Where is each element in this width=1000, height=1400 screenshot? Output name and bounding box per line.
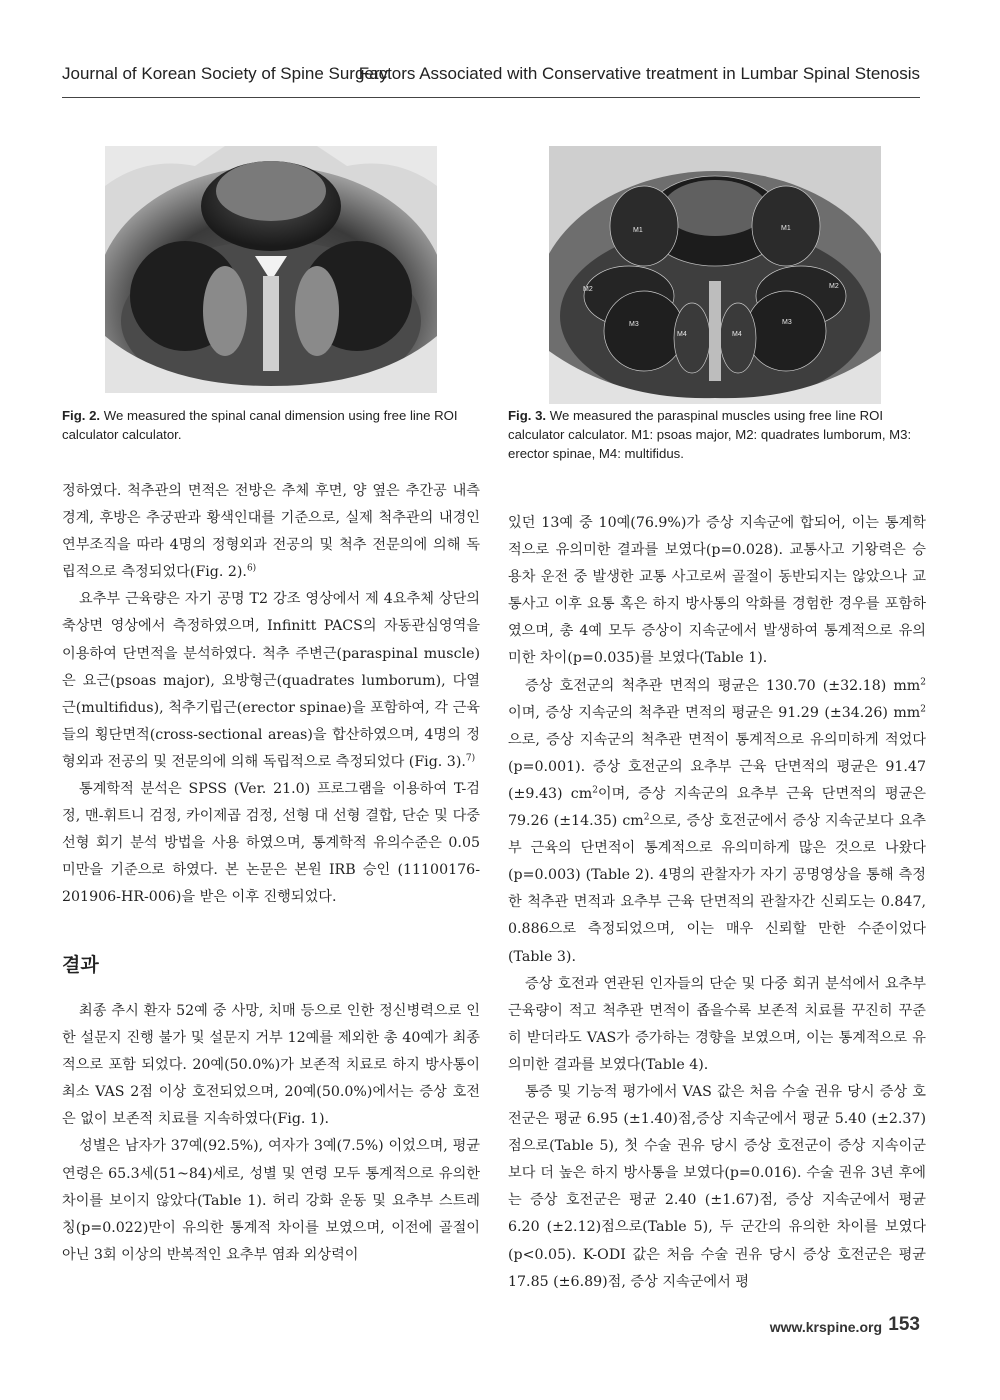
figure-3-caption <box>508 406 926 463</box>
page-number: 153 <box>888 1314 920 1335</box>
label-m2-left: M2 <box>583 286 593 293</box>
right-column-results <box>508 510 926 1296</box>
paragraph: 통계학적 분석은 SPSS (Ver. 21.0) 프로그램을 이용하여 T-검정, 맨-휘트니 검정, 카이제곱 검정, 선형 대 선형 결합, 단순 및 다중 선형 회기 분석 방법을 사용 하였으며, 통계학적 유의수준은 0.05 미만을 기준으로 하였다. 본 논문은 본원 IRB 승인 (11100176-201906-HR-006)을 받은 이후 진행되었다. <box>62 781 480 906</box>
figure-2-caption <box>62 406 480 444</box>
paragraph-text: 으로, 증상 호전군에서 증상 지속군보다 요추부 근육의 단면적이 통계적으로 유의미하게 많은 것으로 나왔다(p=0.003) (Table 2). 4명의 관찰자가 자기 공명영상을 통해 측정한 척추관 면적과 요추부 근육 단면적의 관찰자간 신뢰도는 0.847, 0.886으로 측정되었으며, 이는 매우 신뢰할 만한 수준이었다(Table 3). <box>508 813 927 965</box>
paragraph: 최종 추시 환자 52예 중 사망, 치매 등으로 인한 정신병력으로 인한 설문지 진행 불가 및 설문지 거부 12예를 제외한 총 40예가 최종적으로 포함 되었다. 20예(50.0%)가 보존적 치료로 하지 방사통이 최소 VAS 2점 이상 호전되었으며, 20예(50.0%)에서는 증상 호전은 없이 보존적 치료를 지속하였다(Fig. 1). <box>62 1003 480 1128</box>
superscript-2: 2 <box>920 703 926 714</box>
article-running-title: Factors Associated with Conservative treatment in Lumbar Spinal Stenosis <box>358 64 920 83</box>
paragraph <box>62 478 480 586</box>
label-m1-left: M1 <box>633 227 643 234</box>
superscript-2: 2 <box>643 812 650 823</box>
paragraph-text: 으로, 증상 지속군의 척추관 면적이 통계적으로 유의미하게 적었다(p=0.001). 증상 호전군의 요추부 근육 단면적의 평균은 91.47 (±9.43) cm <box>508 731 926 802</box>
paragraph <box>62 586 480 776</box>
figure-2-image <box>105 146 437 393</box>
paragraph: 증상 호전과 연관된 인자들의 단순 및 다중 회귀 분석에서 요추부 근육량이 적고 척추관 면적이 좁을수록 보존적 치료를 꾸진히 꾸준히 받더라도 VAS가 증가하는 경향을 보였으며, 이는 통계적으로 유의미한 결과를 보였다(Table 4). <box>508 975 926 1073</box>
label-m3-right: M3 <box>782 319 792 326</box>
paragraph-text: 이며, 증상 지속군의 요추부 근육 단면적의 평균은 79.26 (±14.35) cm <box>508 785 926 830</box>
figure-3-mri <box>549 146 881 404</box>
label-m2-right: M2 <box>829 283 839 290</box>
superscript-2: 2 <box>592 785 598 796</box>
paragraph-text: 이며, 증상 지속군의 척추관 면적의 평균은 91.29 (±34.26) mm <box>508 704 921 721</box>
figure-3-label: Fig. 3. <box>508 408 547 423</box>
label-m4-right: M4 <box>732 331 742 338</box>
journal-title: Journal of Korean Society of Spine Surgery <box>62 64 389 83</box>
section-heading-results: 결과 <box>62 954 99 976</box>
label-m1-right: M1 <box>781 225 791 232</box>
figure-2-mri <box>105 146 437 393</box>
figure-2-label: Fig. 2. <box>62 408 101 423</box>
reference-superscript: 6) <box>246 563 257 574</box>
paragraph: 통증 및 기능적 평가에서 VAS 값은 처음 수술 권유 당시 증상 호전군은 평균 6.95 (±1.40)점,증상 지속군에서 평균 5.40 (±2.37)점으로(Table 5), 첫 수술 권유 당시 증상 호전군이 증상 지속이군 보다 더 높은 하지 방사통을 보였다(p=0.016). 수술 권유 3년 후에는 증상 호전군은 평균 2.40 (±1.67)점, 증상 지속군에서 평균 6.20 (±2.12)점으로(Table 5), 두 군간의 유의한 차이를 보였다(p<0.05). K-ODI 값은 처음 수술 권유 당시 증상 호전군은 평균 17.85 (±6.89)점, 증상 지속군에서 평 <box>508 1083 926 1290</box>
figure-3-image <box>549 146 881 404</box>
figure-2-caption-text: We measured the spinal canal dimension using free line ROI calculator calculator. <box>62 408 458 442</box>
paragraph: 성별은 남자가 37예(92.5%), 여자가 3예(7.5%) 이었으며, 평균 연령은 65.3세(51~84)세로, 성별 및 연령 모두 통계적으로 유의한 차이를 보이지 않았다(Table 1). 허리 강화 운동 및 요추부 스트레칭(p=0.022)만이 유의한 통계적 차이를 보였으며, 이전에 골절이 아닌 3회 이상의 반복적인 요추부 염좌 외상력이 <box>62 1138 480 1263</box>
label-m3-left: M3 <box>629 321 639 328</box>
footer-url: www.krspine.org <box>769 1319 882 1335</box>
paragraph: 있던 13예 중 10예(76.9%)가 증상 지속군에 합되어, 이는 통계학적으로 유의미한 결과를 보였다(p=0.028). 교통사고 기왕력은 승용차 운전 중 발생한 교통 사고로써 골절이 동반되지는 않았으나 교통사고 이후 요통 혹은 하지 방사통의 악화를 경험한 경우를 포함하였으며, 총 4예 모두 증상이 지속군에서 발생하여 통계적으로 유의미한 차이(p=0.035)를 보였다(Table 1). <box>508 515 926 667</box>
paragraph <box>508 673 926 971</box>
header-divider <box>62 97 920 98</box>
figure-3-caption-text: We measured the paraspinal muscles using free line ROI calculator calculator. M1: psoas major, M2: quadrates lumborum, M3: erector spinae, M4: multifidus. <box>508 408 912 461</box>
paragraph-text: 요추부 근육량은 자기 공명 T2 강조 영상에서 제 4요추체 상단의 축상면 영상에서 측정하였으며, Infinitt PACS의 자동관심영역을 이용하여 단면적을 분석하였다. 척추 주변근(paraspinal muscle)은 요근(psoas major), 요방형근(quadrates lumborum), 다열근(multifidus), 척추기립근(erector spinae)을 포함하여, 각 근육들의 횡단면적(cross-sectional areas)을 합산하였으며, 4명의 정형외과 전공의 및 전문의에 의해 독립적으로 측정되었다 (Fig. 3). <box>62 591 480 770</box>
paragraph-text: 정하였다. 척추관의 면적은 전방은 추체 후면, 양 옆은 추간공 내측 경계, 후방은 추궁판과 황색인대를 기준으로, 실제 척추관의 내경인 연부조직을 따라 4명의 정형외과 전공의 및 척추 전문의에 의해 독립적으로 측정되었다(Fig. 2). <box>62 483 480 581</box>
reference-superscript: 7) <box>465 753 476 764</box>
left-column-results <box>62 998 480 1269</box>
label-m4-left: M4 <box>677 331 687 338</box>
left-column-methods <box>62 478 480 912</box>
paragraph-text: 증상 호전군의 척추관 면적의 평균은 130.70 (±32.18) mm <box>525 677 921 694</box>
superscript-2: 2 <box>920 676 926 687</box>
